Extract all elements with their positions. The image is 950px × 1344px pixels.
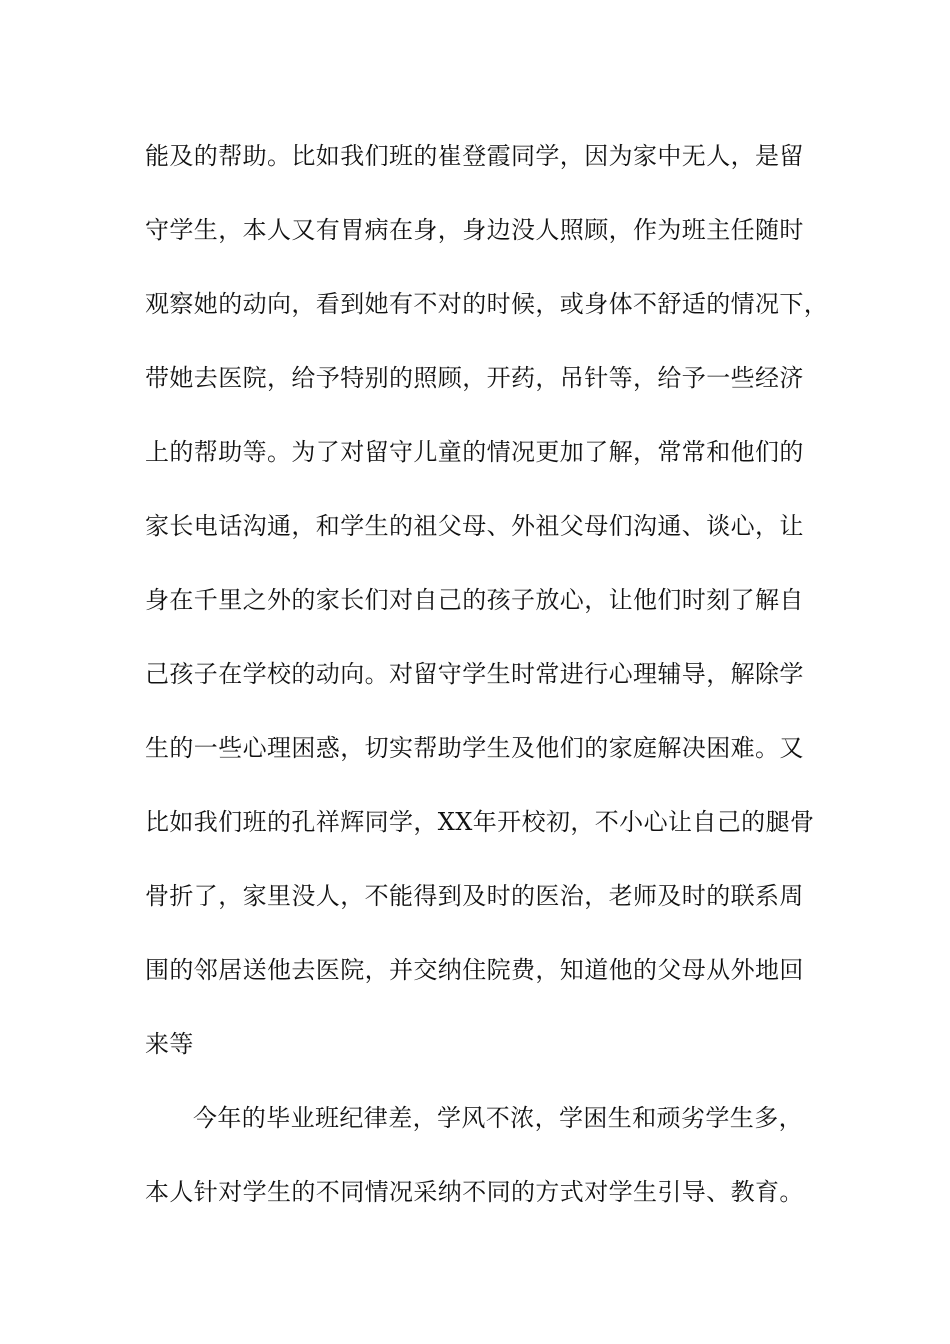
text-line: 带她去医院，给予特别的照顾，开药，吊针等，给予一些经济 bbox=[145, 364, 804, 392]
body-text bbox=[145, 130, 829, 1240]
text-line: 能及的帮助。比如我们班的崔登霞同学，因为家中无人，是留 bbox=[145, 142, 804, 170]
text-line: 身在千里之外的家长们对自己的孩子放心，让他们时刻了解自 bbox=[145, 586, 804, 614]
text-line: 生的一些心理困惑，切实帮助学生及他们的家庭解决困难。又 bbox=[145, 734, 804, 762]
text-line: 围的邻居送他去医院，并交纳住院费，知道他的父母从外地回 bbox=[145, 956, 804, 984]
text-line: 本人针对学生的不同情况采纳不同的方式对学生引导、教育。 bbox=[145, 1178, 804, 1206]
text-line: 今年的毕业班纪律差，学风不浓，学困生和顽劣学生多， bbox=[193, 1104, 803, 1132]
text-line: 上的帮助等。为了对留守儿童的情况更加了解，常常和他们的 bbox=[145, 438, 804, 466]
text-line: 观察她的动向，看到她有不对的时候，或身体不舒适的情况下， bbox=[145, 290, 829, 318]
text-line: 来等 bbox=[145, 1030, 194, 1058]
text-line: 家长电话沟通，和学生的祖父母、外祖父母们沟通、谈心，让 bbox=[145, 512, 804, 540]
text-line: 己孩子在学校的动向。对留守学生时常进行心理辅导，解除学 bbox=[145, 660, 804, 688]
text-line: 骨折了，家里没人，不能得到及时的医治，老师及时的联系周 bbox=[145, 882, 804, 910]
text-line: 守学生，本人又有胃病在身，身边没人照顾，作为班主任随时 bbox=[145, 216, 804, 244]
text-line: 比如我们班的孔祥辉同学，XX年开校初，不小心让自己的腿骨 bbox=[145, 808, 815, 836]
